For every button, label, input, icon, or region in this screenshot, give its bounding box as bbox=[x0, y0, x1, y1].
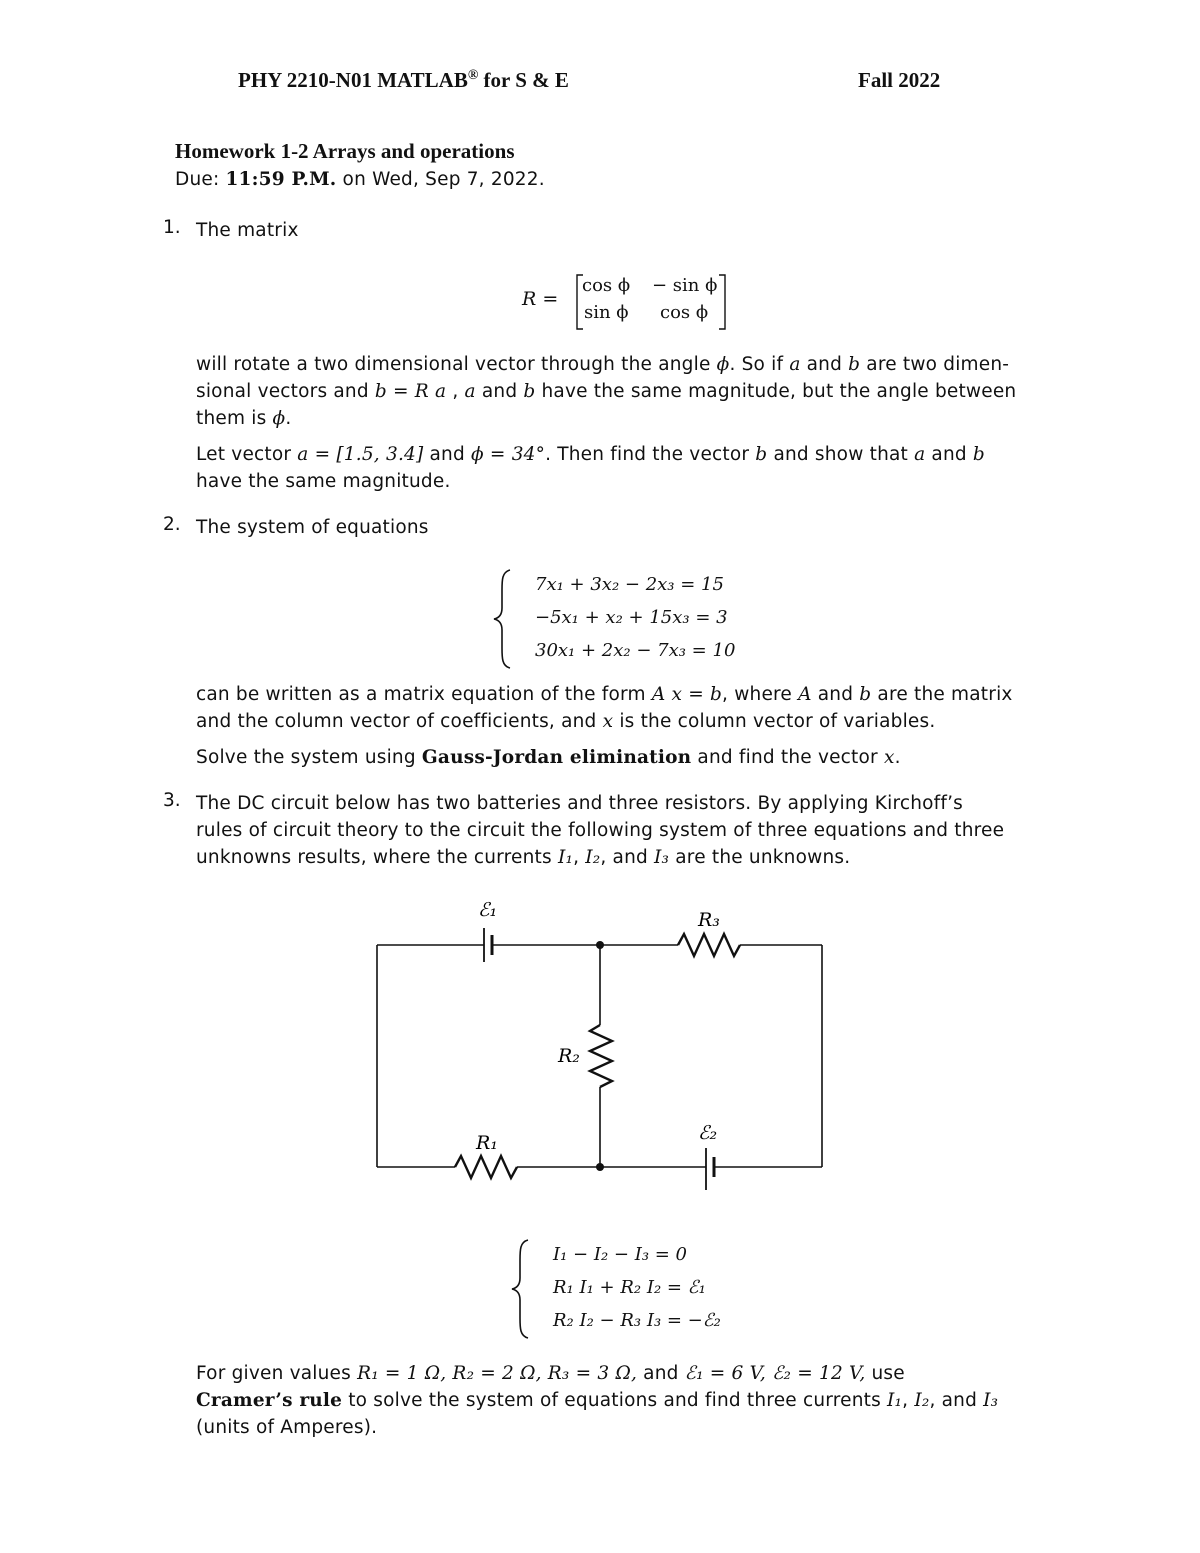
right-bracket bbox=[719, 275, 725, 329]
label-e2: ℰ₂ bbox=[698, 1122, 718, 1144]
text-run: The DC circuit below has two batteries and three resistors. By applying Kirchoff’s bbox=[196, 793, 964, 814]
text-run: . So if bbox=[729, 354, 784, 375]
course-name: PHY 2210-N01 MATLAB bbox=[238, 68, 468, 92]
vector-b: b bbox=[972, 444, 985, 465]
text-run: , bbox=[452, 381, 459, 402]
assignment-title bbox=[175, 139, 515, 164]
matrix-lhs: R = bbox=[522, 288, 559, 310]
resistor-r3 bbox=[678, 934, 740, 956]
vector-x: x bbox=[883, 747, 895, 768]
problem-3-number: 3. bbox=[163, 790, 181, 811]
kirchhoff-equation-2: R₁ I₁ + R₂ I₂ = ℰ₁ bbox=[553, 1277, 706, 1298]
emf-values: ℰ₁ = 6 V, ℰ₂ = 12 V, bbox=[684, 1363, 866, 1384]
text-run: and bbox=[817, 684, 854, 705]
text-run: , bbox=[573, 847, 580, 868]
label-r3: R₃ bbox=[698, 909, 720, 931]
equation-2: −5x₁ + x₂ + 15x₃ = 3 bbox=[535, 607, 728, 628]
linear-system-1 bbox=[490, 568, 790, 670]
resistor-r2 bbox=[590, 1025, 612, 1087]
course-header bbox=[238, 68, 569, 93]
text-run: unknowns results, where the currents bbox=[196, 847, 552, 868]
due-label: Due: bbox=[175, 169, 220, 190]
current-i2: I₂ bbox=[914, 1390, 930, 1411]
vector-b: b bbox=[859, 684, 872, 705]
text-run: . bbox=[285, 408, 292, 429]
vector-b: b bbox=[755, 444, 768, 465]
problem-3-paragraph-1 bbox=[196, 790, 1060, 871]
matrix-cell-21: sin ϕ bbox=[584, 302, 629, 323]
text-run: and bbox=[643, 1363, 679, 1384]
text-run: and bbox=[429, 444, 465, 465]
problem-1-intro: The matrix bbox=[196, 220, 299, 241]
text-run: them is bbox=[196, 408, 267, 429]
junction-node-bottom bbox=[596, 1163, 604, 1171]
vector-b: b bbox=[523, 381, 536, 402]
linear-system-2 bbox=[508, 1238, 808, 1340]
registered-mark: ® bbox=[467, 68, 479, 83]
text-run: , and bbox=[929, 1390, 978, 1411]
text-run: and show that bbox=[773, 444, 908, 465]
vector-a: a bbox=[914, 444, 926, 465]
text-run: and find the vector bbox=[697, 747, 878, 768]
problem-1-paragraph-1 bbox=[196, 351, 1060, 432]
text-run: have the same magnitude, but the angle between bbox=[541, 381, 1017, 402]
problem-1-number: 1. bbox=[163, 217, 181, 238]
problem-2-intro: The system of equations bbox=[196, 517, 429, 538]
label-r1: R₁ bbox=[476, 1132, 498, 1154]
text-run: can be written as a matrix equation of the form bbox=[196, 684, 646, 705]
kirchhoff-equation-1: I₁ − I₂ − I₃ = 0 bbox=[553, 1244, 688, 1265]
phi-value: ϕ = 34° bbox=[471, 444, 546, 465]
text-run: For given values bbox=[196, 1363, 351, 1384]
text-run: . bbox=[894, 747, 901, 768]
kirchhoff-equation-3: R₂ I₂ − R₃ I₃ = −ℰ₂ bbox=[553, 1310, 721, 1331]
current-i2: I₂ bbox=[585, 847, 601, 868]
matrix-cell-22: cos ϕ bbox=[660, 302, 709, 323]
current-i1: I₁ bbox=[887, 1390, 903, 1411]
label-r2: R₂ bbox=[558, 1045, 580, 1067]
resistor-r1 bbox=[455, 1156, 517, 1178]
problem-2-paragraph-2 bbox=[196, 744, 1060, 771]
text-run: and bbox=[931, 444, 967, 465]
current-i1: I₁ bbox=[557, 847, 574, 868]
problem-1-paragraph-2 bbox=[196, 441, 1060, 495]
matrix-cell-12: − sin ϕ bbox=[652, 275, 718, 296]
gauss-jordan-bold: Gauss-Jordan elimination bbox=[421, 747, 692, 768]
vector-b: b bbox=[848, 354, 861, 375]
phi-symbol: ϕ bbox=[716, 354, 730, 375]
title-text: Homework 1-2 Arrays and operations bbox=[175, 139, 515, 163]
due-date: on Wed, Sep 7, 2022. bbox=[342, 169, 545, 190]
text-run: and the column vector of coefficients, and bbox=[196, 711, 597, 732]
text-run: are the matrix bbox=[877, 684, 1013, 705]
text-run: and bbox=[481, 381, 518, 402]
problem-2-number: 2. bbox=[163, 514, 181, 535]
text-run: and bbox=[806, 354, 843, 375]
equation-b-ra: b = R a bbox=[374, 381, 447, 402]
equation-1: 7x₁ + 3x₂ − 2x₃ = 15 bbox=[535, 574, 724, 595]
rotation-matrix bbox=[522, 272, 732, 332]
left-brace bbox=[490, 568, 514, 670]
left-brace bbox=[508, 1238, 532, 1340]
vector-a: a bbox=[464, 381, 476, 402]
due-time: 11:59 P.M. bbox=[225, 169, 337, 190]
matrix-cell-11: cos ϕ bbox=[582, 275, 631, 296]
matrix-a: A bbox=[798, 684, 812, 705]
text-run: will rotate a two dimensional vector through the angle bbox=[196, 354, 711, 375]
cramers-rule-bold: Cramer’s rule bbox=[196, 1390, 343, 1411]
text-run: rules of circuit theory to the circuit the following system of three equations and three bbox=[196, 820, 1005, 841]
problem-2-paragraph-1 bbox=[196, 681, 1060, 735]
text-run: . Then find the vector bbox=[545, 444, 750, 465]
text-run: , where bbox=[722, 684, 793, 705]
text-run: have the same magnitude. bbox=[196, 471, 451, 492]
phi-symbol: ϕ bbox=[272, 408, 286, 429]
dc-circuit-diagram bbox=[360, 890, 840, 1200]
text-run: Solve the system using bbox=[196, 747, 416, 768]
equation-3: 30x₁ + 2x₂ − 7x₃ = 10 bbox=[535, 640, 736, 661]
resistor-values: R₁ = 1 Ω, R₂ = 2 Ω, R₃ = 3 Ω, bbox=[357, 1363, 638, 1384]
problem-3-paragraph-2: For given values R₁ = 1 Ω, R₂ = 2 Ω, R₃ = 3 Ω, and ℰ₁ = 6 V, ℰ₂ = 12 V, use Cramer’s rule to solve the system of equations and find three currents I₁, I₂, and I₃ (units of Amperes). bbox=[196, 1360, 1060, 1441]
text-run: are the unknowns. bbox=[675, 847, 851, 868]
vector-a: a bbox=[789, 354, 801, 375]
text-run: is the column vector of variables. bbox=[619, 711, 936, 732]
text-run: Let vector bbox=[196, 444, 292, 465]
course-suffix: for S & E bbox=[483, 68, 569, 92]
equation-ax-b: A x = b bbox=[651, 684, 723, 705]
label-e1: ℰ₁ bbox=[478, 899, 498, 921]
text-run: use bbox=[871, 1363, 905, 1384]
text-run: to solve the system of equations and find three currents bbox=[348, 1390, 881, 1411]
text-run: (units of Amperes). bbox=[196, 1417, 378, 1438]
text-run: are two dimen- bbox=[866, 354, 1010, 375]
vector-a-value: a = [1.5, 3.4] bbox=[297, 444, 424, 465]
current-i3: I₃ bbox=[654, 847, 670, 868]
text-run: sional vectors and bbox=[196, 381, 369, 402]
text-run: , and bbox=[600, 847, 648, 868]
current-i3: I₃ bbox=[983, 1390, 999, 1411]
junction-node-top bbox=[596, 941, 604, 949]
term-label: Fall 2022 bbox=[858, 68, 941, 92]
vector-x: x bbox=[602, 711, 614, 732]
due-line bbox=[175, 166, 545, 193]
